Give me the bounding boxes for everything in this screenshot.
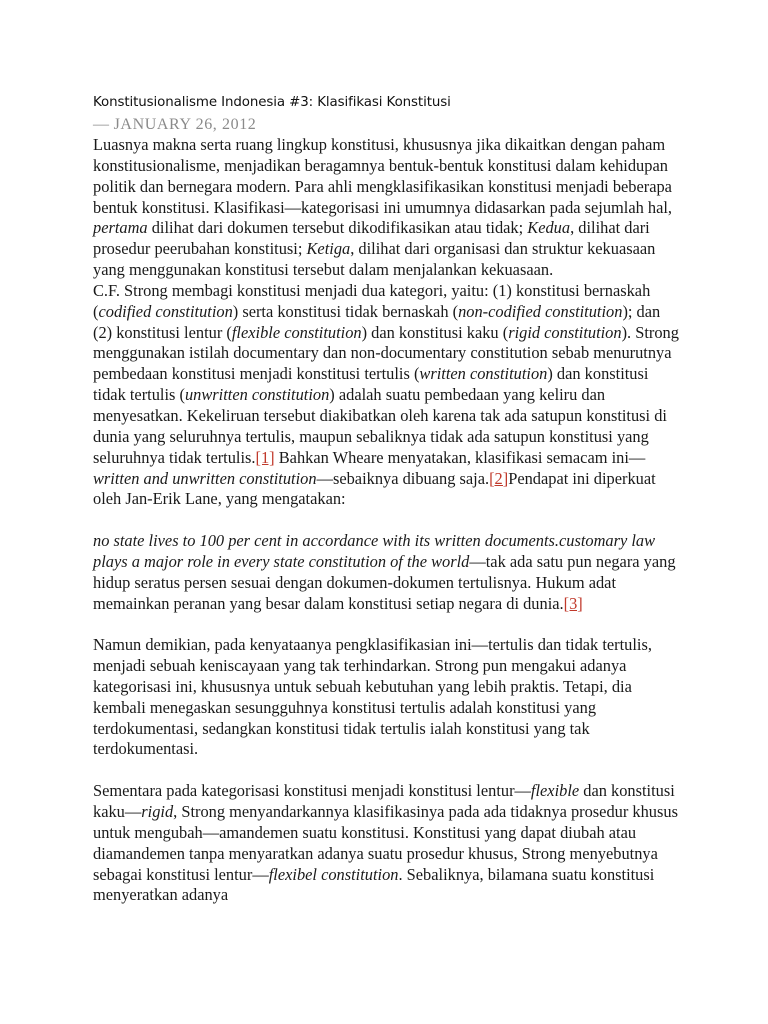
- p5-text-4: . Sebaliknya, bilamana suatu konstitusi menyeratkan adanya: [93, 864, 655, 905]
- p3-italic-quote: no state lives to 100 per cent in accordance with its written documents.customary law plays a major role in every state constitution of the world: [93, 531, 656, 571]
- paragraph-gap: [93, 614, 683, 635]
- p2-text-3: ); dan (2) konstitusi lentur (: [93, 301, 661, 342]
- p2-text-4: ) dan konstitusi kaku (: [361, 322, 509, 342]
- p2-italic-1: codified constitution: [98, 301, 233, 321]
- p5-text-3: , Strong menyandarkannya klasifikasinya pada ada tidaknya prosedur khusus untuk mengubah—amandemen suatu konstitusi. Konstitusi yang dapat diubah atau diamandemen tanpa menyaratkan adanya suatu prosedur khusus, Strong menyebutnya sebagai konstitusi lentur—: [93, 802, 678, 884]
- p5-italic-3: flexibel constitution: [268, 864, 399, 884]
- document-page: [93, 93, 683, 906]
- p1-text-3: , dilihat dari prosedur peerubahan konstitusi;: [93, 218, 650, 259]
- p2-italic-3: flexible constitution: [231, 322, 362, 342]
- article-date: [93, 114, 683, 135]
- paragraph-5: [93, 781, 683, 906]
- p2-text-10: Pendapat ini diperkuat oleh Jan-Erik Lane, yang mengatakan:: [93, 468, 656, 509]
- footnote-link-1[interactable]: [1]: [255, 447, 275, 467]
- p5-italic-2: rigid: [141, 802, 174, 821]
- p2-italic-5: written constitution: [419, 364, 548, 384]
- p2-text-7: ) adalah suatu pembedaan yang keliru dan menyesatkan. Kekeliruan tersebut diakibatkan oleh karena tak ada satupun konstitusi di dunia yang seluruhnya tertulis, maupun sebaliknya tidak ada satupun konstitusi yang seluruhnya tidak tertulis.: [93, 385, 667, 467]
- date-text: JANUARY 26, 2012: [113, 116, 257, 133]
- article-title: Konstitusionalisme Indonesia #3: Klasifikasi Konstitusi: [93, 95, 451, 110]
- footnote-link-2[interactable]: [2]: [489, 468, 509, 488]
- p2-text-2: ) serta konstitusi tidak bernaskah (: [232, 301, 459, 321]
- p2-italic-6: unwritten constitution: [184, 385, 330, 405]
- date-dash: —: [93, 116, 109, 133]
- p2-italic-2: non-codified constitution: [458, 301, 623, 321]
- p1-text-4: , dilihat dari organisasi dan struktur kekuasaan yang menggunakan konstitusi tersebut dalam menjalankan kekuasaan.: [93, 239, 656, 280]
- p1-italic-1: pertama: [93, 218, 148, 238]
- paragraph-2: [93, 281, 683, 510]
- p1-italic-2: Kedua: [527, 218, 571, 238]
- p1-italic-3: Ketiga: [306, 239, 351, 259]
- paragraph-1: [93, 135, 683, 281]
- p5-text-1: Sementara pada kategorisasi konstitusi menjadi konstitusi lentur—: [93, 781, 531, 801]
- paragraph-gap: [93, 510, 683, 531]
- p2-italic-7: written and unwritten constitution: [93, 468, 317, 488]
- p2-italic-4: rigid constitution: [508, 322, 622, 342]
- paragraph-4: Namun demikian, pada kenyataanya pengklasifikasian ini—tertulis dan tidak tertulis, menjadi sebuah keniscayaan yang tak terhindarkan. Strong pun mengakui adanya kategorisasi ini, khususnya untuk sebuah kebutuhan yang lebih praktis. Tetapi, dia kembali menegaskan sesungguhnya konstitusi tertulis adalah konstitusi yang terdokumentasi, sedangkan konstitusi tidak tertulis ialah konstitusi yang tak terdokumentasi.: [93, 635, 652, 759]
- paragraph-gap: [93, 760, 683, 781]
- p2-text-5: ). Strong menggunakan istilah documentary dan non-documentary constitution sebab menurutnya pembedaan konstitusi menjadi konstitusi tertulis (: [93, 322, 679, 384]
- p2-text-8: Bahkan Wheare menyatakan, klasifikasi semacam ini—: [274, 447, 646, 467]
- p2-text-9: —sebaiknya dibuang saja.: [316, 468, 490, 488]
- p3-text-1: —tak ada satu pun negara yang hidup seratus persen sesuai dengan dokumen-dokumen tertulisnya. Hukum adat memainkan peranan yang besar dalam konstitusi setiap negara di dunia.: [93, 551, 676, 613]
- p1-text-2: dilihat dari dokumen tersebut dikodifikasikan atau tidak;: [147, 218, 528, 238]
- paragraph-3-quote: [93, 531, 683, 614]
- p5-text-2: dan konstitusi kaku—: [93, 781, 675, 821]
- p2-text-6: ) dan konstitusi tidak tertulis (: [93, 364, 649, 405]
- p1-text-1: Luasnya makna serta ruang lingkup konstitusi, khususnya jika dikaitkan dengan paham konstitusionalisme, menjadikan beragamnya bentuk-bentuk konstitusi dalam kehidupan politik dan bernegara modern. Para ahli mengklasifikasikan konstitusi menjadi beberapa bentuk konstitusi. Klasifikasi—kategorisasi ini umumnya didasarkan pada sejumlah hal,: [93, 135, 673, 217]
- p5-italic-1: flexible: [530, 781, 580, 801]
- footnote-link-3[interactable]: [3]: [563, 593, 583, 613]
- p2-text-1: C.F. Strong membagi konstitusi menjadi dua kategori, yaitu: (1) konstitusi bernaskah (: [93, 280, 651, 321]
